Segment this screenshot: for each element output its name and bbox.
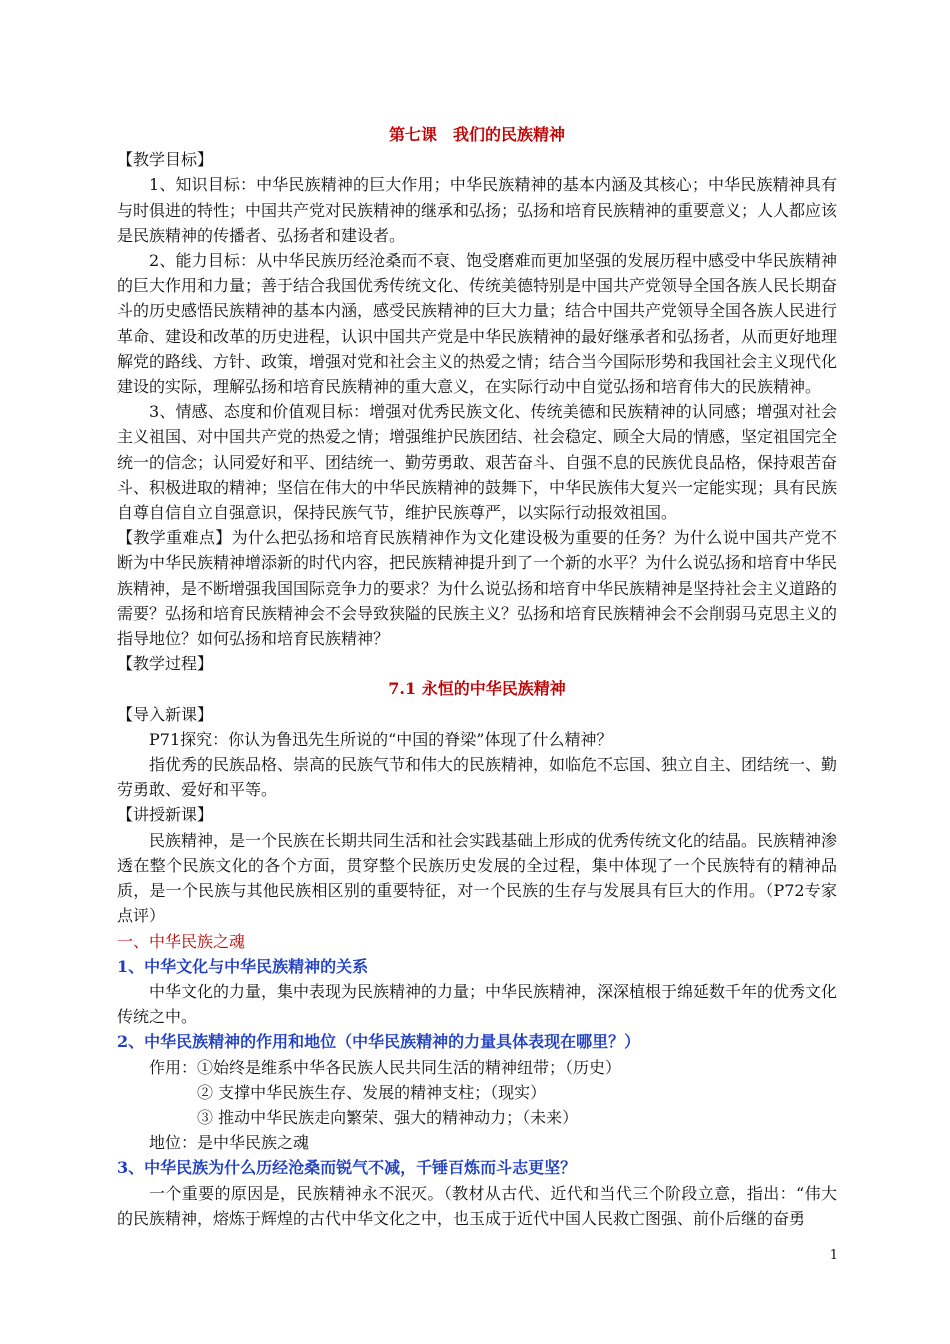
goal-ability: 2、能力目标：从中华民族历经沧桑而不衰、饱受磨难而更加坚强的发展历程中感受中华民族精神的巨大作用和力量；善于结合我国优秀传统文化、传统美德特别是中国共产党领导全国各族人民长期奋斗的历史感悟民族精神的基本内涵，感受民族精神的巨大力量；结合中国共产党领导全国各族人民进行革命、建设和改革的历史进程，认识中国共产党是中华民族精神的最好继承者和弘扬者，从而更好地理解党的路线、方针、政策，增强对党和社会主义的热爱之情；结合当今国际形势和我国社会主义现代化建设的实际，理解弘扬和培育民族精神的重大意义，在实际行动中自觉弘扬和培育伟大的民族精神。 xyxy=(117,251,838,397)
role-item-1: 作用：①始终是维系中华各民族人民共同生活的精神纽带；（历史） xyxy=(149,1057,622,1077)
keypoints-paragraph xyxy=(117,525,837,651)
heading-3: 3、中华民族为什么历经沧桑而锐气不减，千锤百炼而斗志更坚？ xyxy=(117,1158,577,1178)
section-process-heading: 【教学过程】 xyxy=(117,654,214,674)
part1-heading: 一、中华民族之魂 xyxy=(117,931,246,951)
keypoints-text: 为什么把弘扬和培育民族精神作为文化建设极为重要的任务？为什么说中国共产党不断为中华民族精神增添新的时代内容，把民族精神提升到了一个新的水平？为什么说弘扬和培育中华民族精神，是不断增强我国国际竞争力的要求？为什么说弘扬和培育中华民族精神是坚持社会主义道路的需要？弘扬和培育民族精神会不会导致狭隘的民族主义？弘扬和培育民族精神会不会削弱马克思主义的指导地位？如何弘扬和培育民族精神？ xyxy=(117,528,838,649)
paragraph-3: 一个重要的原因是，民族精神永不泯灭。（教材从古代、近代和当代三个阶段立意，指出：“伟大的民族精神，熔炼于辉煌的古代中华文化之中，也玉成于近代中国人民救亡图强、前仆后继的奋勇 xyxy=(117,1183,837,1228)
status-line: 地位：是中华民族之魂 xyxy=(149,1133,310,1153)
section-goals-heading: 【教学目标】 xyxy=(117,150,214,170)
page-number: 1 xyxy=(829,1248,838,1263)
lesson-title: 第七课 我们的民族精神 xyxy=(388,125,565,144)
role-item-2: ② 支撑中华民族生存、发展的精神支柱；（现实） xyxy=(197,1082,547,1102)
intro-answer: 指优秀的民族品格、崇高的民族气节和伟大的民族精神，如临危不忘国、独立自主、团结统一、勤劳勇敢、爱好和平等。 xyxy=(117,755,838,800)
goal-values: 3、情感、态度和价值观目标：增强对优秀民族文化、传统美德和民族精神的认同感；增强对社会主义祖国、对中国共产党的热爱之情；增强维护民族团结、社会稳定、顾全大局的情感，坚定祖国完全统一的信念；认同爱好和平、团结统一、勤劳勇敢、艰苦奋斗、自强不息的民族优良品格，保持艰苦奋斗、积极进取的精神；坚信在伟大的中华民族精神的鼓舞下，中华民族伟大复兴一定能实现；具有民族自尊自信自立自强意识，保持民族气节，维护民族尊严，以实际行动报效祖国。 xyxy=(117,402,838,523)
section-intro-heading: 【导入新课】 xyxy=(117,704,214,724)
intro-question: P71探究：你认为鲁迅先生所说的“中国的脊梁”体现了什么精神？ xyxy=(149,729,613,749)
heading-1: 1、中华文化与中华民族精神的关系 xyxy=(117,956,369,976)
heading-2: 2、中华民族精神的作用和地位（中华民族精神的力量具体表现在哪里？） xyxy=(117,1032,641,1052)
keypoints-label: 【教学重难点】 xyxy=(117,528,232,548)
subsection-title: 7.1 永恒的中华民族精神 xyxy=(388,679,566,699)
paragraph-1: 中华文化的力量，集中表现为民族精神的力量；中华民族精神，深深植根于绵延数千年的优秀文化传统之中。 xyxy=(117,981,838,1027)
role-item-3: ③ 推动中华民族走向繁荣、强大的精神动力；（未来） xyxy=(197,1107,579,1127)
teach-paragraph: 民族精神，是一个民族在长期共同生活和社会实践基础上形成的优秀传统文化的结晶。民族精神渗透在整个民族文化的各个方面，贯穿整个民族历史发展的全过程，集中体现了一个民族特有的精神品质，是一个民族与其他民族相区别的重要特征，对一个民族的生存与发展具有巨大的作用。（P72专家点评） xyxy=(117,830,838,926)
page-content xyxy=(117,122,837,1231)
section-teach-heading: 【讲授新课】 xyxy=(117,805,214,825)
goal-knowledge: 1、知识目标：中华民族精神的巨大作用；中华民族精神的基本内涵及其核心；中华民族精神具有与时俱进的特性；中国共产党对民族精神的继承和弘扬；弘扬和培育民族精神的重要意义；人人都应该是民族精神的传播者、弘扬者和建设者。 xyxy=(117,175,838,245)
